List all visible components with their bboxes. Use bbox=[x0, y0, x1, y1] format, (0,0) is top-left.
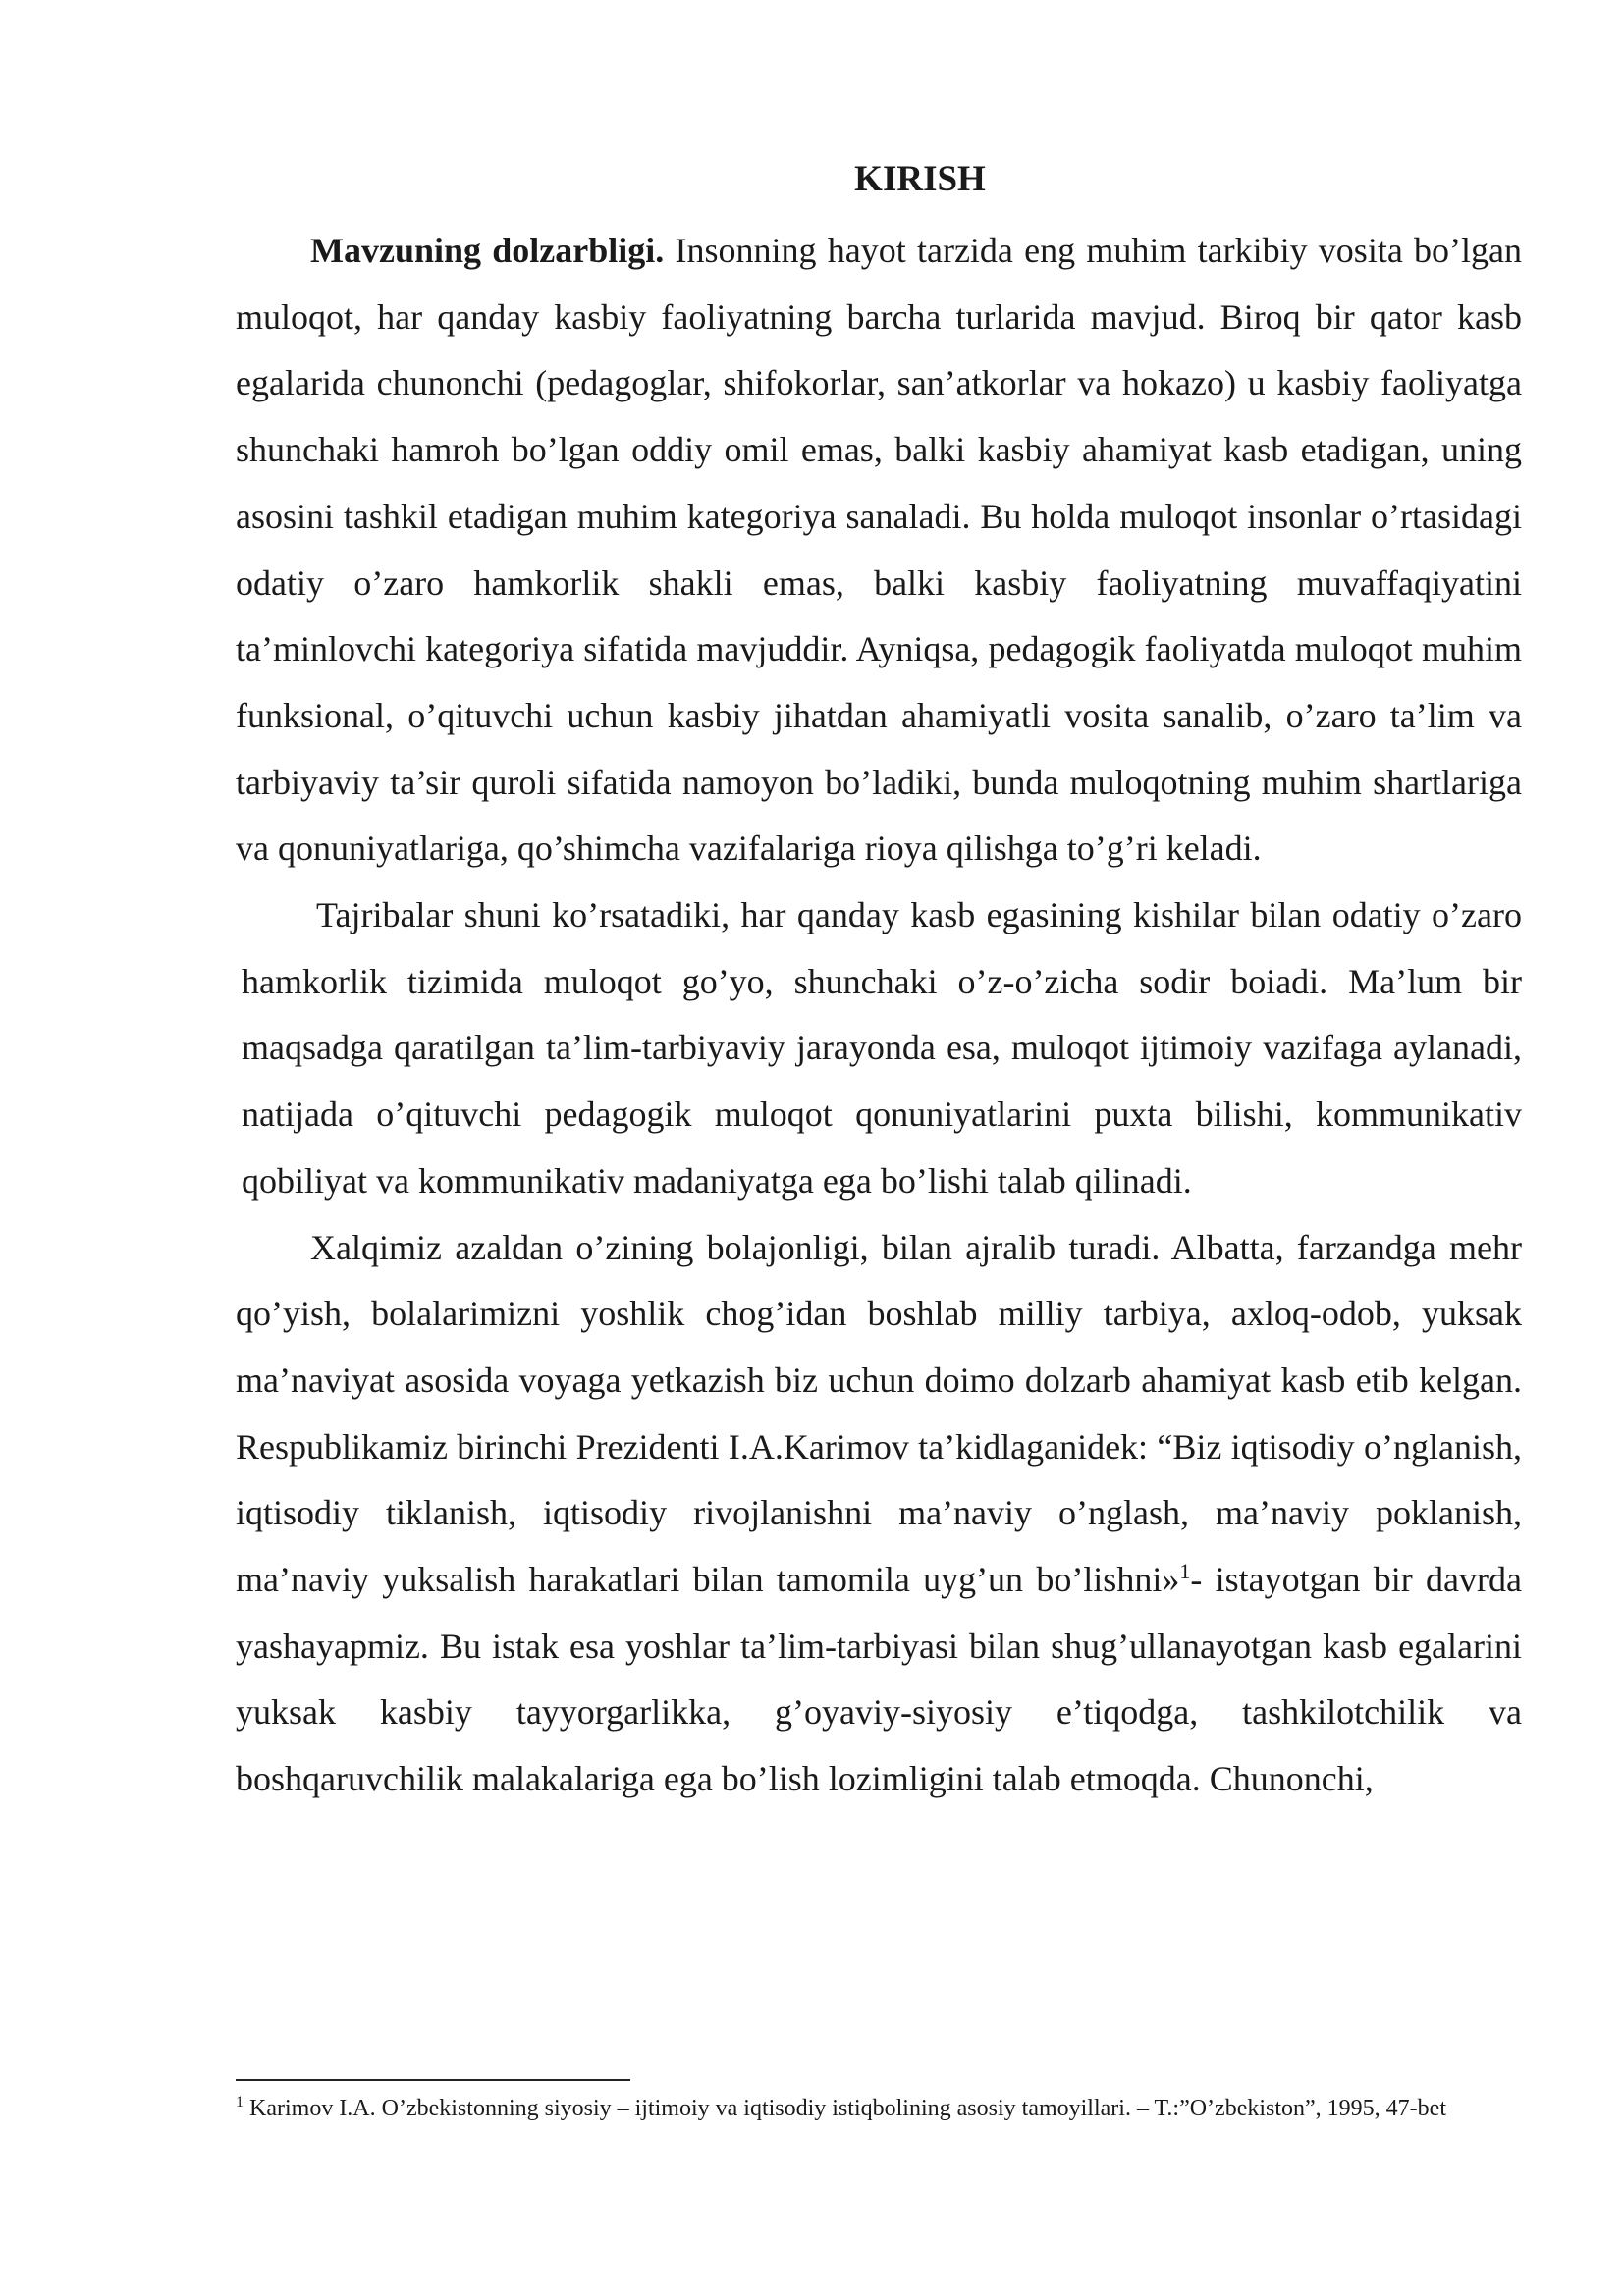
footnote-text: Karimov I.A. O’zbekistonning siyosiy – ijtimoiy va iqtisodiy istiqbolining asosiy tamoyillari. – T.:”O’zbekiston”, 1995, 47-bet bbox=[244, 2096, 1446, 2121]
footnote-marker: 1 bbox=[236, 2094, 244, 2110]
paragraph-experience: Tajribalar shuni ko’rsatadiki, har qanday kasb egasining kishilar bilan odatiy o’zaro hamkorlik tizimida muloqot go’yo, shunchaki o’z-o’zicha sodir boiadi. Ma’lum bir maqsadga qaratilgan ta’lim-tarbiyaviy jarayonda esa, muloqot ijtimoiy vazifaga aylanadi, natijada o’qituvchi pedagogik muloqot qonuniyatlarini puxta bilishi, kommunikativ qobiliyat va kommunikativ madaniyatga ega bo’lishi talab qilinadi. bbox=[242, 895, 1522, 1201]
paragraph-text-before-ref: Xalqimiz azaldan o’zining bolajonligi, bilan ajralib turadi. Albatta, farzandga mehr qo’yish, bolalarimizni yoshlik chog’idan boshlab milliy tarbiya, axloq-odob, yuksak ma’naviyat asosida voyaga yetkazish biz uchun doimo dolzarb ahamiyat kasb etib kelgan. Respublikamiz birinchi Prezidenti I.A.Karimov ta’kidlaganidek: “Biz iqtisodiy o’nglanish, iqtisodiy tiklanish, iqtisodiy rivojlanishni ma’naviy o’nglash, ma’naviy poklanish, ma’naviy yuksalish harakatlari bilan tamomila uyg’un bo’lishni» bbox=[236, 1227, 1522, 1600]
body-text bbox=[236, 218, 1522, 1813]
footnote bbox=[236, 2094, 1522, 2123]
paragraph-text-after-ref: - istayotgan bir davrda yashayapmiz. Bu istak esa yoshlar ta’lim-tarbiyasi bilan shug’ullanayotgan kasb egalarini yuksak kasbiy tayyorgarlikka, g’oyaviy-siyosiy e’tiqodga, tashkilotchilik va boshqaruvchilik malakalariga ega bo’lish lozimligini talab etmoqda. Chunonchi, bbox=[236, 1560, 1522, 1799]
paragraph-text: Insonning hayot tarzida eng muhim tarkibiy vosita bo’lgan muloqot, har qanday kasbiy faoliyatning barcha turlarida mavjud. Biroq bir qator kasb egalarida chunonchi (pedagoglar, shifokorlar, san’atkorlar va hokazo) u kasbiy faoliyatga shunchaki hamroh bo’lgan oddiy omil emas, balki kasbiy ahamiyat kasb etadigan, uning asosini tashkil etadigan muhim kategoriya sanaladi. Bu holda muloqot insonlar o’rtasidagi odatiy o’zaro hamkorlik shakli emas, balki kasbiy faoliyatning muvaffaqiyatini ta’minlovchi kategoriya sifatida mavjuddir. Ayniqsa, pedagogik faoliyatda muloqot muhim funksional, o’qituvchi uchun kasbiy jihatdan ahamiyatli vosita sanalib, o’zaro ta’lim va tarbiyaviy ta’sir quroli sifatida namoyon bo’ladiki, bunda muloqotning muhim shartlariga va qonuniyatlariga, qo’shimcha vazifalariga rioya qilishga to’g’ri keladi. bbox=[236, 231, 1523, 869]
footnote-reference[interactable]: 1 bbox=[1179, 1559, 1191, 1584]
paragraph-lead-heading: Mavzuning dolzarbligi. bbox=[310, 231, 665, 270]
page-title: KIRISH bbox=[854, 159, 986, 199]
paragraph-nation bbox=[236, 1215, 1522, 1813]
footnote-separator bbox=[236, 2079, 630, 2081]
paragraph-relevance bbox=[236, 218, 1522, 882]
